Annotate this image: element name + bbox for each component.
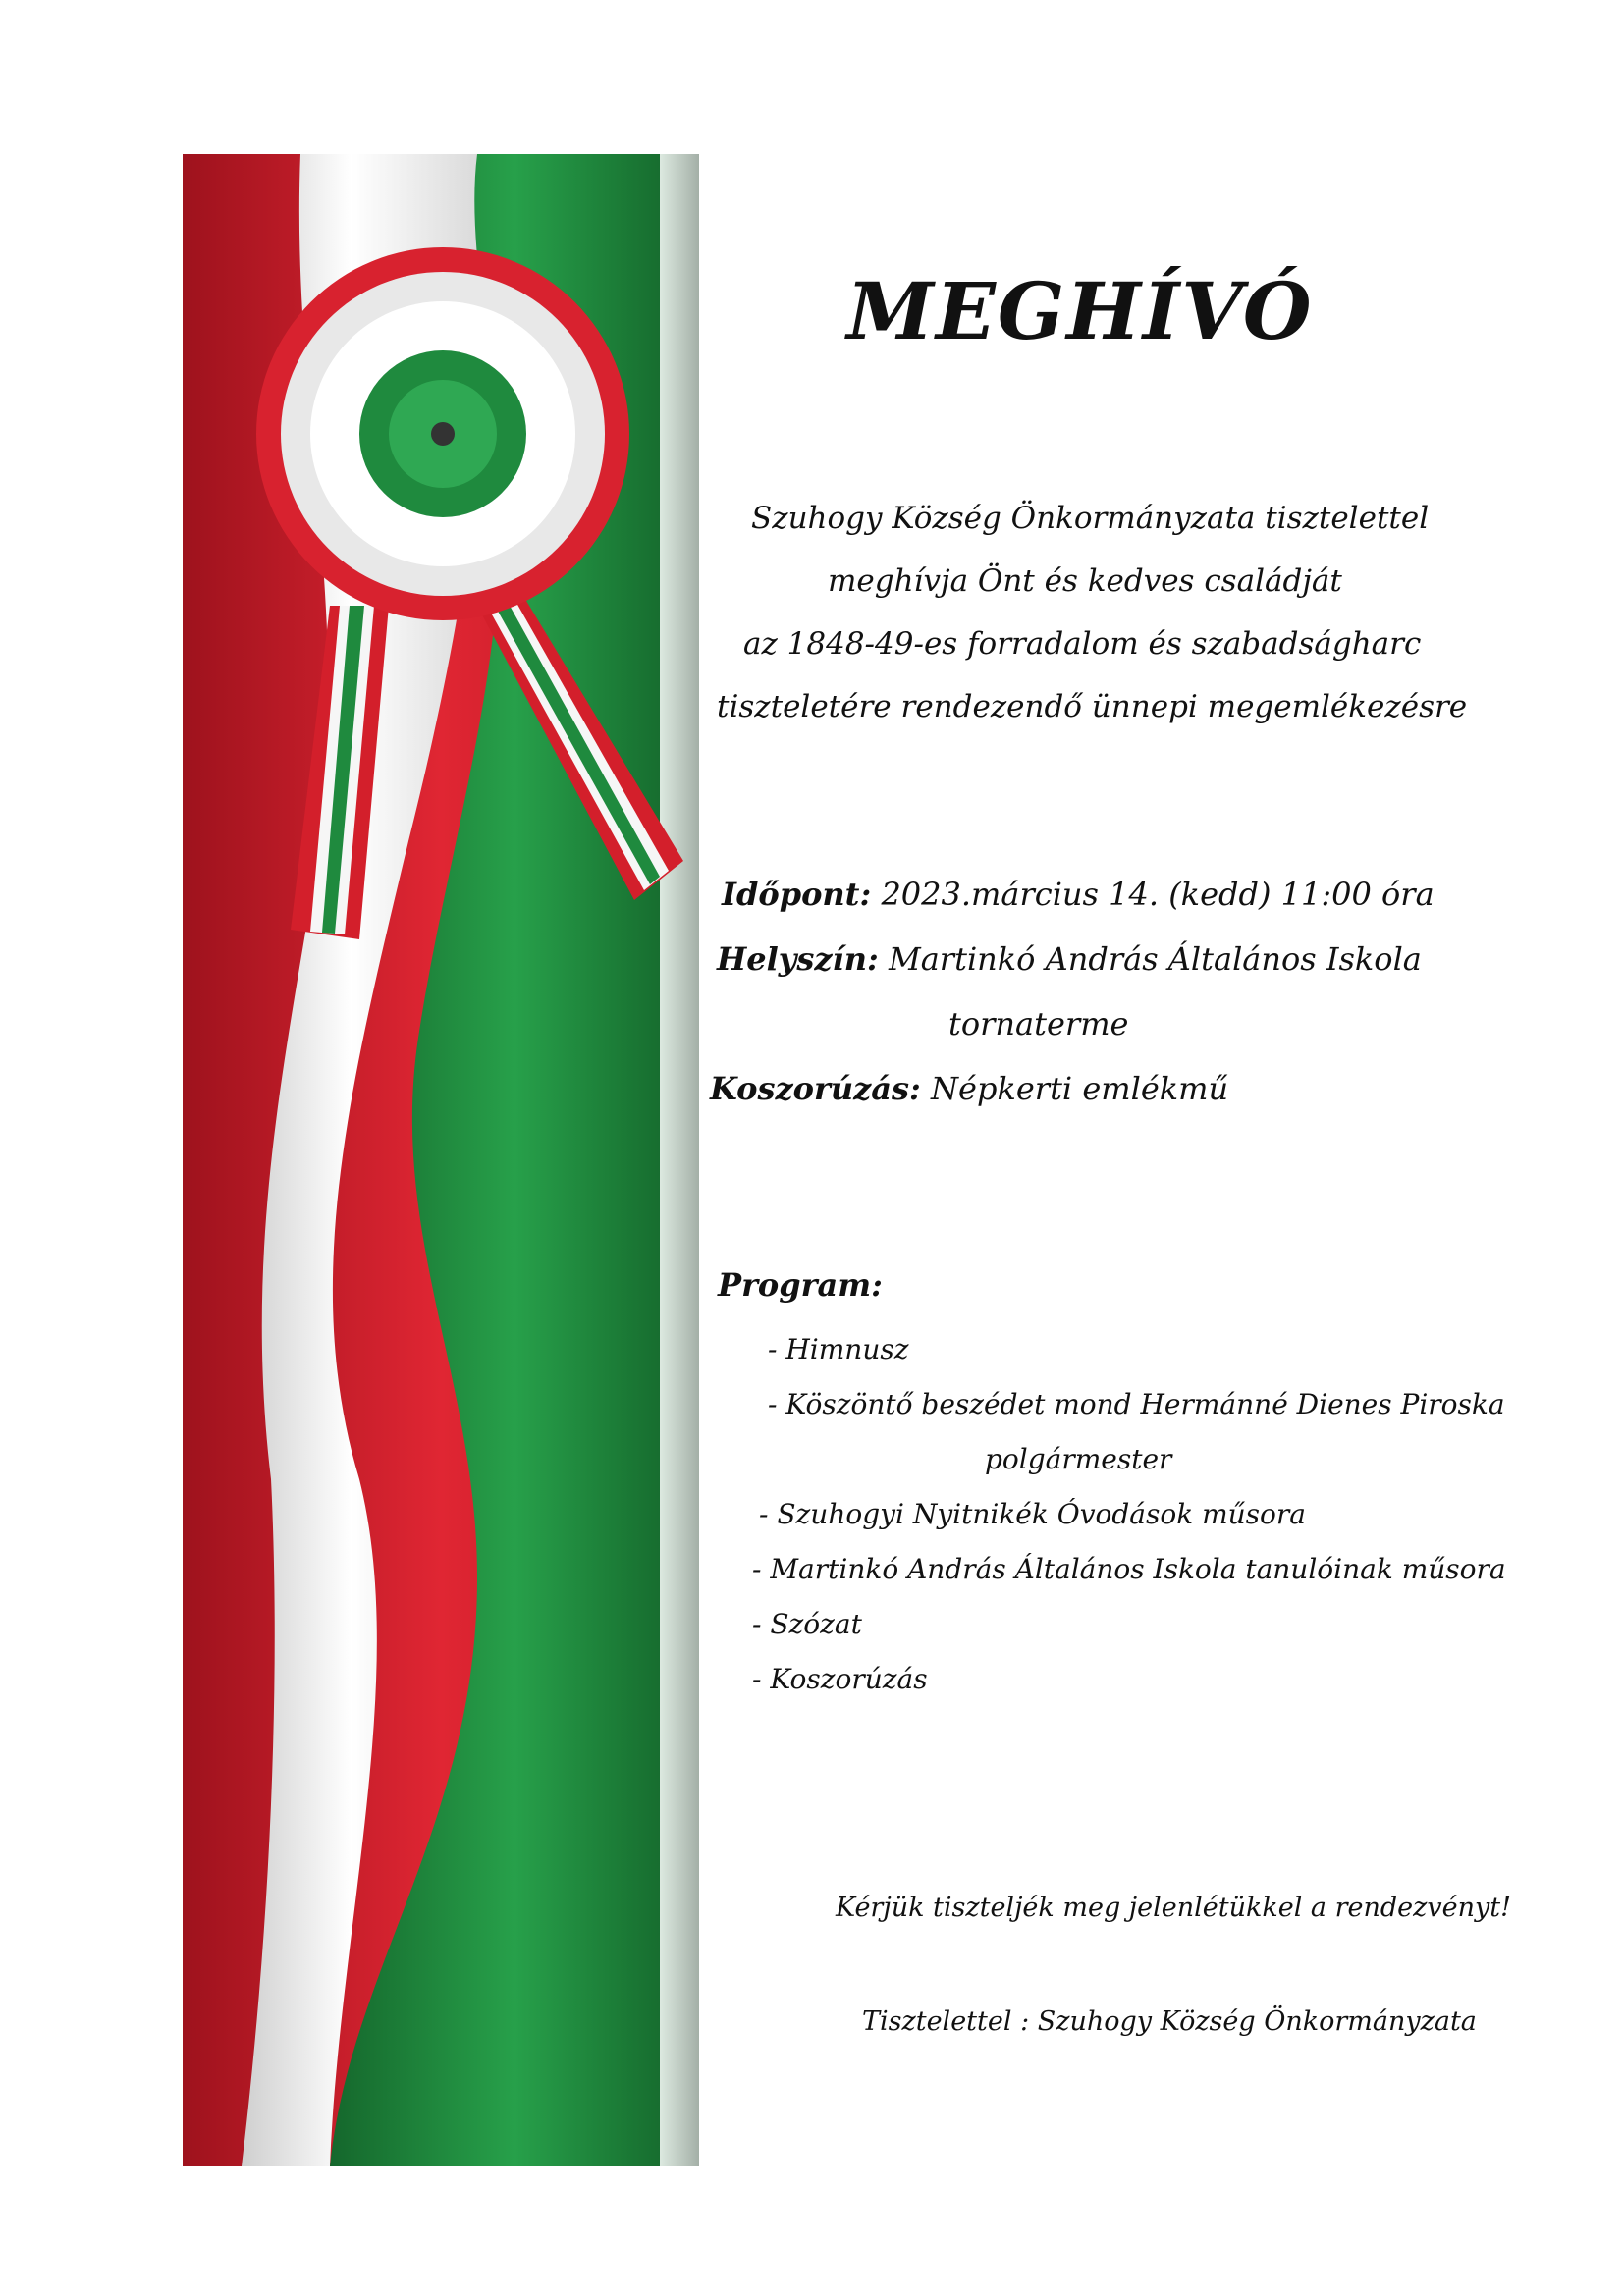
time-value: 2023.március 14. (kedd) 11:00 óra xyxy=(881,876,1435,913)
intro-line-4: tiszteletére rendezendő ünnepi megemlékezésre xyxy=(717,689,1468,724)
program-heading: Program: xyxy=(718,1266,883,1304)
program-item: - Köszöntő beszédet mond Hermánné Dienes Piroska xyxy=(768,1388,1505,1420)
program-item: polgármester xyxy=(985,1443,1172,1475)
time-label: Időpont: xyxy=(722,876,872,913)
event-place xyxy=(717,940,1422,978)
intro-line-3: az 1848-49-es forradalom és szabadságharc xyxy=(743,626,1422,662)
wreath-label: Koszorúzás: xyxy=(710,1070,921,1107)
intro-line-1: Szuhogy Község Önkormányzata tisztelettel xyxy=(751,501,1430,536)
program-item: - Szózat xyxy=(752,1608,862,1640)
flag-banner-image xyxy=(183,154,699,2166)
place-label: Helyszín: xyxy=(717,940,879,978)
closing-signature: Tisztelettel : Szuhogy Község Önkormányzata xyxy=(862,2006,1477,2037)
program-item: - Himnusz xyxy=(768,1333,909,1365)
event-wreath xyxy=(710,1070,1228,1107)
closing-request: Kérjük tiszteljék meg jelenlétükkel a rendezvényt! xyxy=(836,1893,1511,1923)
program-item: - Szuhogyi Nyitnikék Óvodások műsora xyxy=(759,1498,1306,1530)
place-value: Martinkó András Általános Iskola xyxy=(888,940,1422,978)
invitation-title: MEGHÍVÓ xyxy=(846,265,1314,357)
program-item: - Martinkó András Általános Iskola tanulóinak műsora xyxy=(752,1553,1506,1585)
place-value-continued: tornaterme xyxy=(948,1005,1129,1042)
wreath-value: Népkerti emlékmű xyxy=(931,1070,1229,1107)
event-time xyxy=(722,876,1435,913)
intro-line-2: meghívja Önt és kedves családját xyxy=(828,563,1342,599)
program-item: - Koszorúzás xyxy=(752,1663,928,1695)
